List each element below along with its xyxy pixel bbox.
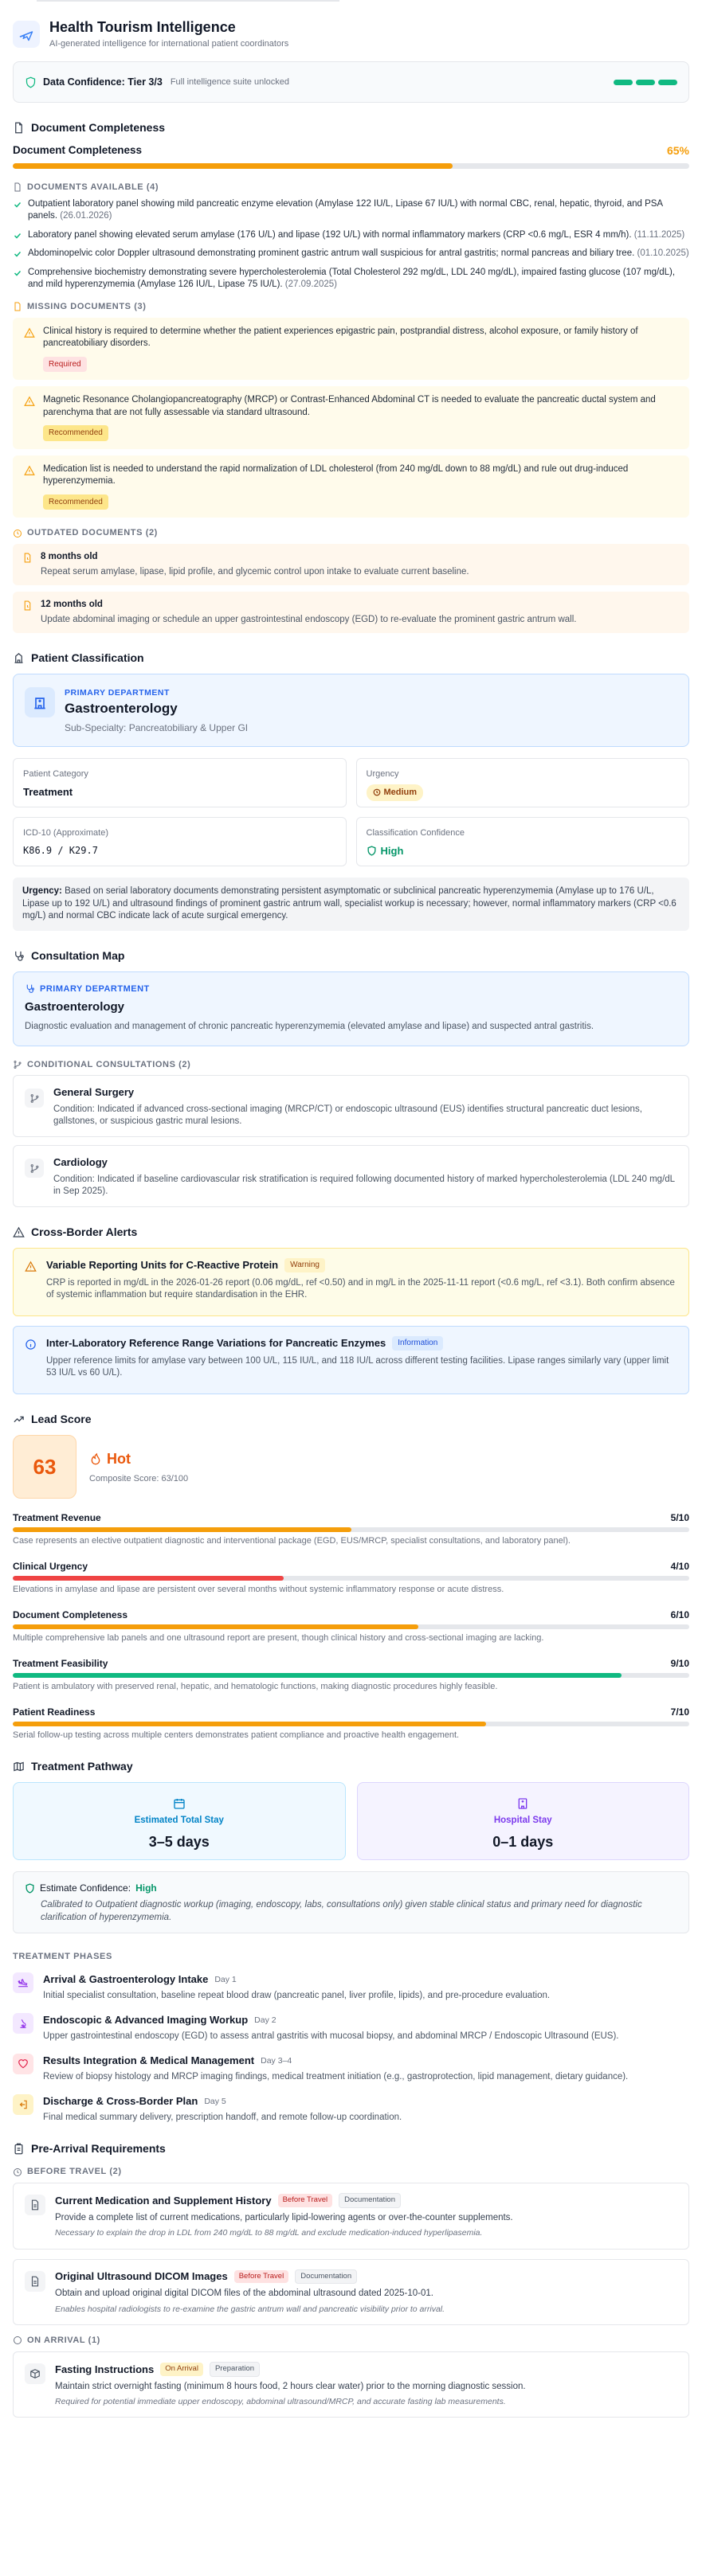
alert-triangle-icon [25, 1261, 37, 1272]
department-kicker: PRIMARY DEPARTMENT [65, 688, 170, 698]
clipboard-icon [13, 2143, 25, 2155]
metric-header [13, 1609, 689, 1621]
flame-icon [89, 1452, 102, 1465]
metric-fill [13, 1576, 284, 1581]
conditional-consultations-list [13, 1075, 689, 1207]
phase-title [43, 2094, 402, 2109]
alert-tag: Warning [284, 1258, 325, 1272]
consultation-name: Cardiology [53, 1156, 108, 1169]
missing-document-body [43, 326, 678, 373]
document-text [28, 267, 689, 291]
phase-title [43, 2054, 628, 2068]
section-title: Document Completeness [31, 121, 166, 135]
tier-pill [636, 80, 655, 85]
metric-description: Serial follow-up testing across multiple centers demonstrates patient compliance and proactive health engagement. [13, 1730, 460, 1741]
requirement-description: Provide a complete list of current medications, particularly lipid-lowering agents or over-the-counter supplements. [55, 2212, 513, 2222]
missing-document-text: Clinical history is required to determine whether the patient experiences epigastric pain, postprandial distress, alcohol exposure, or family history of pancreatobiliary disorders. [43, 326, 638, 349]
lead-score-value: 63 [13, 1435, 76, 1499]
outdated-recommendation: Repeat serum amylase, lipase, lipid profile, and glycemic control upon intake to evaluate current baseline. [41, 566, 469, 577]
conditional-consultation-card [13, 1075, 689, 1137]
phase-name: Arrival & Gastroenterology Intake [43, 1973, 209, 1986]
treatment-phase [13, 2013, 689, 2042]
completeness-progress-header [13, 143, 689, 158]
requirement-name: Fasting Instructions [55, 2363, 155, 2375]
stay-grid [13, 1782, 689, 1860]
document-warning-icon [13, 302, 22, 311]
confidence-label: Data Confidence: Tier 3/3 [43, 76, 163, 88]
hospital-icon [25, 687, 55, 717]
check-icon [13, 249, 22, 259]
section-cross-border-alerts: Cross-Border Alerts [13, 1225, 689, 1240]
microscope-icon [13, 2013, 33, 2034]
treatment-phases-header: TREATMENT PHASES [13, 1952, 112, 1962]
metric-header [13, 1511, 689, 1524]
metric-description: Multiple comprehensive lab panels and one ultrasound report are present, though clinical history and cross-sectional imaging are lacking. [13, 1633, 544, 1644]
estimate-confidence: Estimate Confidence: High Calibrated to Outpatient diagnostic workup (imaging, endoscopy, labs, consultations only) given stable clinical status and primary need for diagnostic clarification of hyperenzymemia. [13, 1871, 689, 1933]
requirement-card [13, 2259, 689, 2326]
section-patient-classification: Patient Classification [13, 651, 689, 666]
lead-metric [13, 1706, 689, 1741]
calendar-icon [173, 1797, 186, 1810]
section-lead-score: Lead Score [13, 1412, 689, 1427]
exit-icon [13, 2094, 33, 2115]
warning-alert [13, 1248, 689, 1316]
phase-description: Initial specialist consultation, baseline repeat blood draw (pancreatic panel, liver profile, lipids), and pre-procedure evaluation. [43, 1990, 551, 2000]
section-pre-arrival: Pre-Arrival Requirements [13, 2141, 689, 2156]
requirement-card [13, 2351, 689, 2418]
lead-score-header [13, 1435, 689, 1499]
document-icon [25, 2271, 45, 2292]
data-confidence-bar [13, 61, 689, 103]
lead-metrics-list [13, 1511, 689, 1741]
trending-up-icon [13, 1413, 25, 1425]
priority-tag: Recommended [43, 425, 108, 441]
requirement-description: Maintain strict overnight fasting (minimum 8 hours food, 2 hours clear water) prior to the morning diagnostic session. [55, 2381, 526, 2391]
metric-score: 6/10 [670, 1609, 689, 1621]
stethoscope-icon [13, 950, 25, 962]
outdated-recommendation: Update abdominal imaging or schedule an upper gastrointestinal endoscopy (EGD) to re-evaluate the prominent gastric antrum wall. [41, 614, 577, 624]
requirement-body [55, 2269, 445, 2316]
building-icon [13, 652, 25, 664]
on-arrival-list [13, 2351, 689, 2418]
branch-icon [25, 1159, 44, 1178]
metric-description: Case represents an elective outpatient diagnostic and interventional package (EGD, EUS/MRCP, specialist consultations, and laboratory panel). [13, 1536, 571, 1546]
hospital-building-icon [516, 1797, 529, 1810]
treatment-phase [13, 2094, 689, 2124]
metric-track [13, 1673, 689, 1678]
heart-pulse-icon [13, 2054, 33, 2074]
before-travel-list [13, 2183, 689, 2325]
documents-available-list [13, 198, 689, 291]
lead-tier: Hot [89, 1449, 188, 1468]
document-description: Abdominopelvic color Doppler ultrasound demonstrating prominent gastric antrum wall suspicious for antral gastritis; normal pancreas and biliary tree. [28, 248, 637, 259]
metric-track [13, 1722, 689, 1726]
alert-description: CRP is reported in mg/dL in the 2026-01-26 report (0.06 mg/dL, ref <0.50) and in mg/L in the 2025-11-11 report (<0.6 mg/L, ref <3.1). Both confirm absence of systemic inflammation but require standardisation in the EHR. [46, 1277, 675, 1300]
confidence-note: Full intelligence suite unlocked [170, 76, 290, 87]
missing-document-text: Medication list is needed to understand the rapid normalization of LDL cholesterol (from 240 mg/dL down to 88 mg/dL) and rule out drug-induced hyperenzymemia. [43, 463, 629, 487]
consultation-name: General Surgery [53, 1086, 135, 1099]
document-description: Comprehensive biochemistry demonstrating severe hypercholesterolemia (Total Cholesterol 292 mg/dL, LDL 240 mg/dL), impaired fasting glucose (107 mg/dL), and mild hyperenzymemia (Amylase 126 IU/L, Lipase 75 IU/L). [28, 267, 676, 290]
alert-triangle-icon [24, 396, 35, 407]
phase-title [43, 1972, 550, 1987]
document-available-item [13, 198, 689, 223]
alert-tag: Information [392, 1336, 443, 1351]
metric-header [13, 1706, 689, 1718]
document-date: (11.11.2025) [633, 229, 685, 240]
missing-document-body [43, 463, 678, 510]
alert-title-text: Inter-Laboratory Reference Range Variations for Pancreatic Enzymes [46, 1337, 386, 1350]
completeness-label: Document Completeness [13, 144, 143, 157]
missing-document-text: Magnetic Resonance Cholangiopancreatography (MRCP) or Contrast-Enhanced Abdominal CT is needed to evaluate the pancreatic ductal system and parenchyma that are not fully assessable via standard ultrasound. [43, 395, 656, 417]
consultation-body [53, 1085, 677, 1128]
urgency-note: Urgency: Based on serial laboratory documents demonstrating persistent asymptomatic or subclinical pancreatic hyperenzymemia (Amylase up to 176 U/L, Lipase up to 192 U/L) and ultrasound findings of prominent gastric antrum wall, specialist workup is necessary; however, normal inflammatory markers (CRP <0.6 mg/L) and normal CBC indicate lack of acute surgical emergency. [13, 878, 689, 931]
documents-available-header: DOCUMENTS AVAILABLE (4) [13, 182, 689, 193]
requirement-body [55, 2193, 513, 2239]
metric-score: 9/10 [670, 1658, 689, 1670]
section-document-completeness [13, 120, 689, 135]
section-consultation-map: Consultation Map [13, 948, 689, 964]
app-subtitle: AI-generated intelligence for international patient coordinators [49, 39, 289, 49]
requirement-title [55, 2269, 445, 2285]
metric-name: Treatment Feasibility [13, 1658, 108, 1670]
phase-body [43, 2054, 628, 2083]
shield-icon [25, 76, 37, 88]
conditional-consultation-card [13, 1145, 689, 1207]
phase-body [43, 2013, 618, 2042]
metric-name: Clinical Urgency [13, 1561, 88, 1573]
app-title: Health Tourism Intelligence [49, 19, 236, 35]
metric-header [13, 1560, 689, 1573]
phase-day: Day 2 [254, 2015, 276, 2025]
completeness-progress-track [13, 163, 689, 169]
missing-documents-header: MISSING DOCUMENTS (3) [13, 301, 689, 313]
phase-description: Review of biopsy histology and MRCP imaging findings, medical treatment initiation (e.g., gastroprotection, lipid management, dietary guidance). [43, 2071, 629, 2082]
phase-name: Results Integration & Medical Management [43, 2054, 255, 2067]
tier-pill [658, 80, 677, 85]
document-text [28, 248, 689, 260]
alert-title [46, 1336, 677, 1351]
metric-fill [13, 1673, 622, 1678]
timing-tag: On Arrival [160, 2363, 203, 2376]
alert-title [46, 1258, 677, 1272]
circle-icon [13, 2336, 22, 2345]
confidence-value: High [367, 844, 404, 858]
requirement-card [13, 2183, 689, 2250]
missing-document-item [13, 318, 689, 381]
document-icon [13, 122, 25, 134]
package-icon [25, 2363, 45, 2384]
info-icon [25, 1339, 37, 1351]
missing-document-item [13, 386, 689, 449]
lead-metric [13, 1657, 689, 1693]
outdated-document-body [41, 551, 469, 578]
missing-document-body [43, 394, 678, 441]
priority-tag: Required [43, 357, 87, 373]
missing-documents-list [13, 318, 689, 518]
document-icon [13, 182, 22, 192]
timing-tag: Before Travel [278, 2194, 333, 2207]
metric-track [13, 1576, 689, 1581]
phase-body [43, 1972, 550, 2002]
alert-triangle-icon [24, 465, 35, 476]
consultation-condition: Condition: Indicated if baseline cardiovascular risk stratification is required following documented history of marked hypercholesterolemia (LDL 240 mg/dL in Sep 2025). [53, 1174, 675, 1197]
requirement-description: Obtain and upload original digital DICOM files of the abdominal ultrasound dated 2025-10-01. [55, 2289, 433, 2299]
treatment-phases-list [13, 1972, 689, 2124]
phase-day: Day 3–4 [261, 2055, 292, 2066]
info-alert [13, 1326, 689, 1394]
requirement-note: Required for potential immediate upper endoscopy, abdominal ultrasound/MRCP, and accurate fasting lab measurements. [55, 2397, 506, 2407]
on-arrival-header: ON ARRIVAL (1) [13, 2335, 689, 2347]
total-stay-card: Estimated Total Stay 3–5 days [13, 1782, 346, 1860]
completeness-percent: 65% [666, 144, 689, 158]
clock-icon [373, 788, 381, 796]
branch-icon [25, 1089, 44, 1108]
urgency-cell: Urgency Medium [356, 758, 690, 807]
lead-metric [13, 1609, 689, 1644]
conditional-consultations-header: CONDITIONAL CONSULTATIONS (2) [13, 1059, 689, 1071]
check-icon [13, 200, 22, 209]
check-icon [13, 268, 22, 278]
phase-name: Discharge & Cross-Border Plan [43, 2095, 198, 2108]
metric-name: Treatment Revenue [13, 1512, 101, 1524]
outdated-documents-list [13, 544, 689, 633]
outdated-documents-header: OUTDATED DOCUMENTS (2) [13, 527, 689, 539]
metric-fill [13, 1527, 351, 1532]
classification-grid [13, 758, 689, 866]
document-date: (01.10.2025) [637, 248, 689, 259]
requirement-title [55, 2193, 513, 2208]
document-clock-icon [22, 553, 33, 563]
phase-name: Endoscopic & Advanced Imaging Workup [43, 2014, 249, 2027]
alert-triangle-icon [13, 1226, 25, 1238]
lead-metric [13, 1511, 689, 1547]
metric-description: Elevations in amylase and lipase are persistent over several months without systemic inflammatory response or acute distress. [13, 1585, 504, 1595]
alert-body [46, 1336, 677, 1380]
document-available-item [13, 267, 689, 291]
outdated-age: 12 months old [41, 600, 103, 610]
urgency-badge: Medium [367, 784, 424, 801]
clock-icon [13, 529, 22, 538]
timing-tag: Before Travel [234, 2270, 289, 2284]
phase-day: Day 1 [214, 1974, 237, 1984]
requirement-name: Original Ultrasound DICOM Images [55, 2270, 228, 2283]
requirement-title [55, 2362, 526, 2377]
metric-name: Document Completeness [13, 1609, 128, 1621]
type-tag: Preparation [210, 2362, 260, 2377]
icd-cell: ICD-10 (Approximate) K86.9 / K29.7 [13, 817, 347, 866]
outdated-document-item [13, 544, 689, 585]
metric-header [13, 1657, 689, 1670]
document-text [28, 229, 684, 242]
metric-name: Patient Readiness [13, 1706, 96, 1718]
lead-metric [13, 1560, 689, 1596]
hospital-stay-card: Hospital Stay 0–1 days [357, 1782, 690, 1860]
plane-icon [13, 21, 40, 48]
alert-description: Upper reference limits for amylase vary between 100 U/L, 115 IU/L, and 118 IU/L across different testing facilities. Lipase ranges similarly vary (upper limit 53 IU/L vs 60 U/L). [46, 1355, 669, 1378]
phase-body [43, 2094, 402, 2124]
document-date: (26.01.2026) [60, 211, 112, 221]
document-text [28, 198, 689, 223]
treatment-phase [13, 1972, 689, 2002]
department-subspecialty: Sub-Specialty: Pancreatobiliary & Upper GI [65, 722, 249, 734]
requirement-note: Necessary to explain the drop in LDL from 240 mg/dL to 88 mg/dL and exclude medication-induced hyperlipasemia. [55, 2228, 483, 2238]
branch-icon [13, 1060, 22, 1069]
metric-track [13, 1527, 689, 1532]
composite-score: Composite Score: 63/100 [89, 1473, 189, 1483]
phase-description: Upper gastrointestinal endoscopy (EGD) to assess antral gastritis with mucosal biopsy, and abdominal MRCP / Endoscopic Ultrasound (EUS). [43, 2031, 619, 2041]
phase-title [43, 2013, 618, 2027]
consultation-condition: Condition: Indicated if advanced cross-sectional imaging (MRCP/CT) or endoscopic ultrasound (EUS) identifies structural pancreatic duct lesions, gallstones, or suspicious gastric mural lesions. [53, 1104, 642, 1127]
outdated-age: 8 months old [41, 552, 98, 562]
document-clock-icon [22, 600, 33, 611]
treatment-phase [13, 2054, 689, 2083]
metric-score: 5/10 [670, 1512, 689, 1524]
requirement-body [55, 2362, 526, 2408]
metric-track [13, 1624, 689, 1629]
completeness-progress-fill [13, 163, 453, 169]
alert-title-text: Variable Reporting Units for C-Reactive Protein [46, 1259, 279, 1272]
shield-icon [367, 846, 377, 856]
clock-icon [13, 2168, 22, 2177]
phase-description: Final medical summary delivery, prescription handoff, and remote follow-up coordination. [43, 2112, 402, 2122]
type-tag: Documentation [339, 2193, 401, 2208]
map-icon [13, 1761, 25, 1773]
outdated-document-body [41, 599, 576, 626]
department-name: Gastroenterology [65, 701, 178, 717]
shield-icon [25, 1883, 35, 1894]
patient-category-cell: Patient Category Treatment [13, 758, 347, 807]
document-icon [25, 2195, 45, 2215]
metric-score: 7/10 [670, 1706, 689, 1718]
metric-score: 4/10 [670, 1561, 689, 1573]
alerts-list [13, 1248, 689, 1394]
stethoscope-icon [25, 983, 35, 994]
metric-description: Patient is ambulatory with preserved renal, hepatic, and hematologic functions, making diagnostic procedures highly feasible. [13, 1682, 498, 1692]
alert-triangle-icon [24, 327, 35, 338]
priority-tag: Recommended [43, 494, 108, 510]
type-tag: Documentation [295, 2269, 357, 2285]
primary-department-card [13, 674, 689, 747]
classification-confidence-cell: Classification Confidence High [356, 817, 690, 866]
phase-day: Day 5 [204, 2096, 226, 2106]
plane-landing-icon [13, 1972, 33, 1993]
requirement-note: Enables hospital radiologists to re-examine the gastric antrum wall and pancreatic visibility prior to arrival. [55, 2304, 445, 2314]
document-available-item [13, 248, 689, 260]
document-description: Laboratory panel showing elevated serum amylase (176 U/L) and lipase (192 U/L) with normal inflammatory markers (CRP <0.6 mg/L, ESR 4 mm/h). [28, 229, 634, 240]
document-available-item [13, 229, 689, 242]
before-travel-header: BEFORE TRAVEL (2) [13, 2166, 689, 2178]
consultation-body [53, 1155, 677, 1198]
document-date: (27.09.2025) [284, 279, 338, 290]
metric-fill [13, 1624, 418, 1629]
primary-consultation-card: PRIMARY DEPARTMENT Gastroenterology Diagnostic evaluation and management of chronic pancreatic hyperenzymemia (elevated amylase and lipase) and suspected antral gastritis. [13, 971, 689, 1046]
metric-fill [13, 1722, 486, 1726]
tier-pill [614, 80, 633, 85]
document-description: Outpatient laboratory panel showing mild pancreatic enzyme elevation (Amylase 122 IU/L, Lipase 67 IU/L) with normal CBC, renal, hepatic, thyroid, and PSA panels. [28, 198, 663, 221]
tier-indicator [614, 80, 677, 85]
app-header [13, 2, 689, 61]
requirement-name: Current Medication and Supplement History [55, 2194, 272, 2207]
alert-body [46, 1258, 677, 1302]
outdated-document-item [13, 592, 689, 633]
section-treatment-pathway: Treatment Pathway [13, 1759, 689, 1774]
check-icon [13, 231, 22, 240]
missing-document-item [13, 455, 689, 518]
